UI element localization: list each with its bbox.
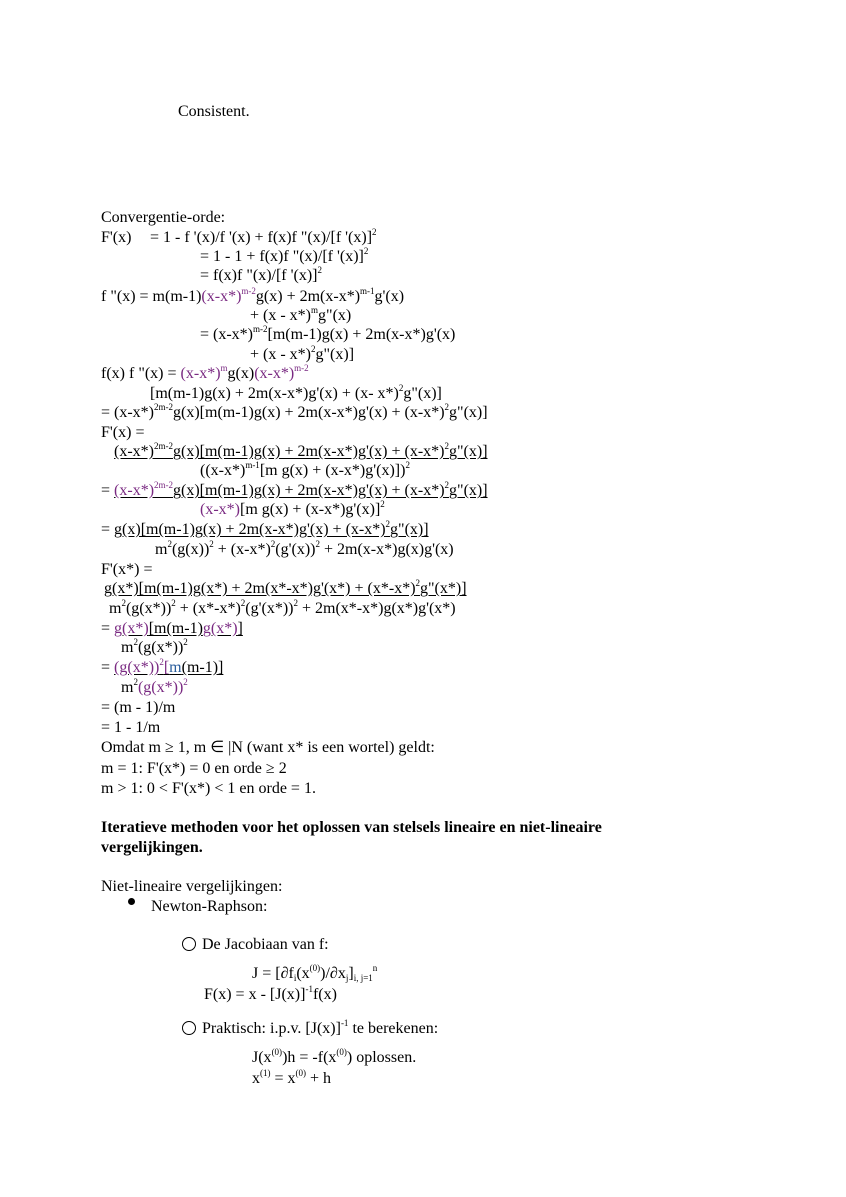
formula-line: = $(x-x*)^{m-2}[m(m-1)g(x) + 2m(x-x*)g'(x)$ [200,324,456,343]
bullet-icon [128,898,135,905]
fraction-denominator: $m^2(g(x))^2 + (x-x*)^2(g'(x))^2 + 2m(x-x*)g(x)g'(x)$ [155,539,454,558]
formula-line: = 1 - f '(x)/f '(x) + f(x)f "(x)/[f '(x)]$^2$ [150,227,377,246]
fraction-numerator: = g(x*)[m(m-1)g(x*)] [101,620,243,637]
formula-line: $J = [\partial f_i(x^{(0)})/\partial x_j]_{i, j=1}^n$ [252,963,378,983]
sub-item-practical: Praktisch: i.p.v. $[J(x)]^{-1}$ te berekenen: [182,1019,438,1038]
fraction-numerator: = $g(x)[m(m-1)g(x) + 2m(x-x*)g'(x) + (x-x*)^2g"(x)]$ [101,519,429,538]
nonlinear-label: Niet-lineaire vergelijkingen: [101,878,283,895]
formula-line: = 1 - 1/m [101,719,161,736]
formula-line: $J(x^{(0)})h = -f(x^{(0)})$ oplossen. [252,1047,417,1066]
fraction-denominator: (x-x*)[m g(x) + (x-x*)g'(x)]$^2$ [200,499,385,518]
fraction-denominator: $m^2(g(x*))^2$ [121,677,188,696]
sub-item-jacobian: De Jacobiaan van f: [182,935,329,954]
formula-line: = f(x)f "(x)/[f '(x)]$^2$ [200,265,322,284]
bullet-item: Newton-Raphson: [151,898,268,915]
fraction-numerator: = $(g(x*))^2[m(m-1)]$ [101,657,224,676]
conclusion-line: m > 1: 0 < F'(x*) < 1 en orde = 1. [101,780,316,797]
fraction-denominator: ($(x-x*)^{m-1}[m$ g(x) + (x-x*)g'(x)])$^2$ [200,460,410,479]
formula-line: f "$(x) = m(m-1)(x-x*)^{m-2}g(x) + 2m(x-x*)^{m-1}g'(x)$ [101,286,405,305]
formula-line: F'(x*) = [101,561,153,578]
formula-line: [m(m-1)g(x) + 2m(x-x*)g'(x) + (x- x*)$^2$g"(x)] [150,383,442,402]
circle-bullet-icon [182,937,196,951]
fraction-denominator: $m^2(g(x*))^2 + (x*-x*)^2(g'(x*))^2 + 2m(x*-x*)g(x*)g'(x*)$ [109,598,456,617]
formula-line: + (x - x*)$^2$g"(x)] [250,344,355,363]
fraction-denominator: $m^2(g(x*))^2$ [121,637,188,656]
consistent-text: Consistent. [178,103,250,120]
conclusion-line: m = 1: F'(x*) = 0 en orde ≥ 2 [101,760,287,777]
fraction-numerator: = $(x-x*)^{2m-2}g(x)[m(m-1)g(x) + 2m(x-x*)g'(x)$ + $(x-x*)^2g"(x)$] [101,480,488,499]
formula-line: = $(x-x*)^{2m-2}g(x)[m(m-1)g(x) + 2m(x-x*)g'(x)$ + $(x-x*)^2g"(x)$] [101,402,488,421]
circle-bullet-icon [182,1021,196,1035]
convergence-heading: Convergentie-orde: [101,209,226,226]
section-heading-cont: vergelijkingen. [101,839,203,856]
formula-line: = 1 - 1 + f(x)f "(x)/[f '(x)]$^2$ [200,246,369,265]
formula-line: $F(x) = x - [J(x)]^{-1}f(x)$ [204,984,337,1003]
fraction-numerator: $g(x*)[m(m-1)g(x*) + 2m(x*-x*)g'(x*) + (x*-x*)^2g"(x*)]$ [104,578,467,597]
formula-line: f(x) f "$(x) = (x-x*)^mg(x)(x-x*)^{m-2}$ [101,363,309,382]
fraction-numerator: $(x-x*)^{2m-2}g(x)[m(m-1)g(x) + 2m(x-x*)g'(x)$ + $(x-x*)^2g"(x)$] [114,441,488,460]
formula-line: = (m - 1)/m [101,699,176,716]
section-heading: Iteratieve methoden voor het oplossen van stelsels lineaire en niet-lineaire [101,819,602,836]
formula-line: $x^{(1)} = x^{(0)} + h$ [252,1068,332,1087]
formula-line: F'(x) = [101,424,145,441]
formula-line: + (x - x*)$^m$g"(x) [250,305,352,324]
formula-line: F'(x) [101,229,132,246]
conclusion-line: Omdat m ≥ 1, m ∈ |N (want x* is een wortel) geldt: [101,739,435,756]
